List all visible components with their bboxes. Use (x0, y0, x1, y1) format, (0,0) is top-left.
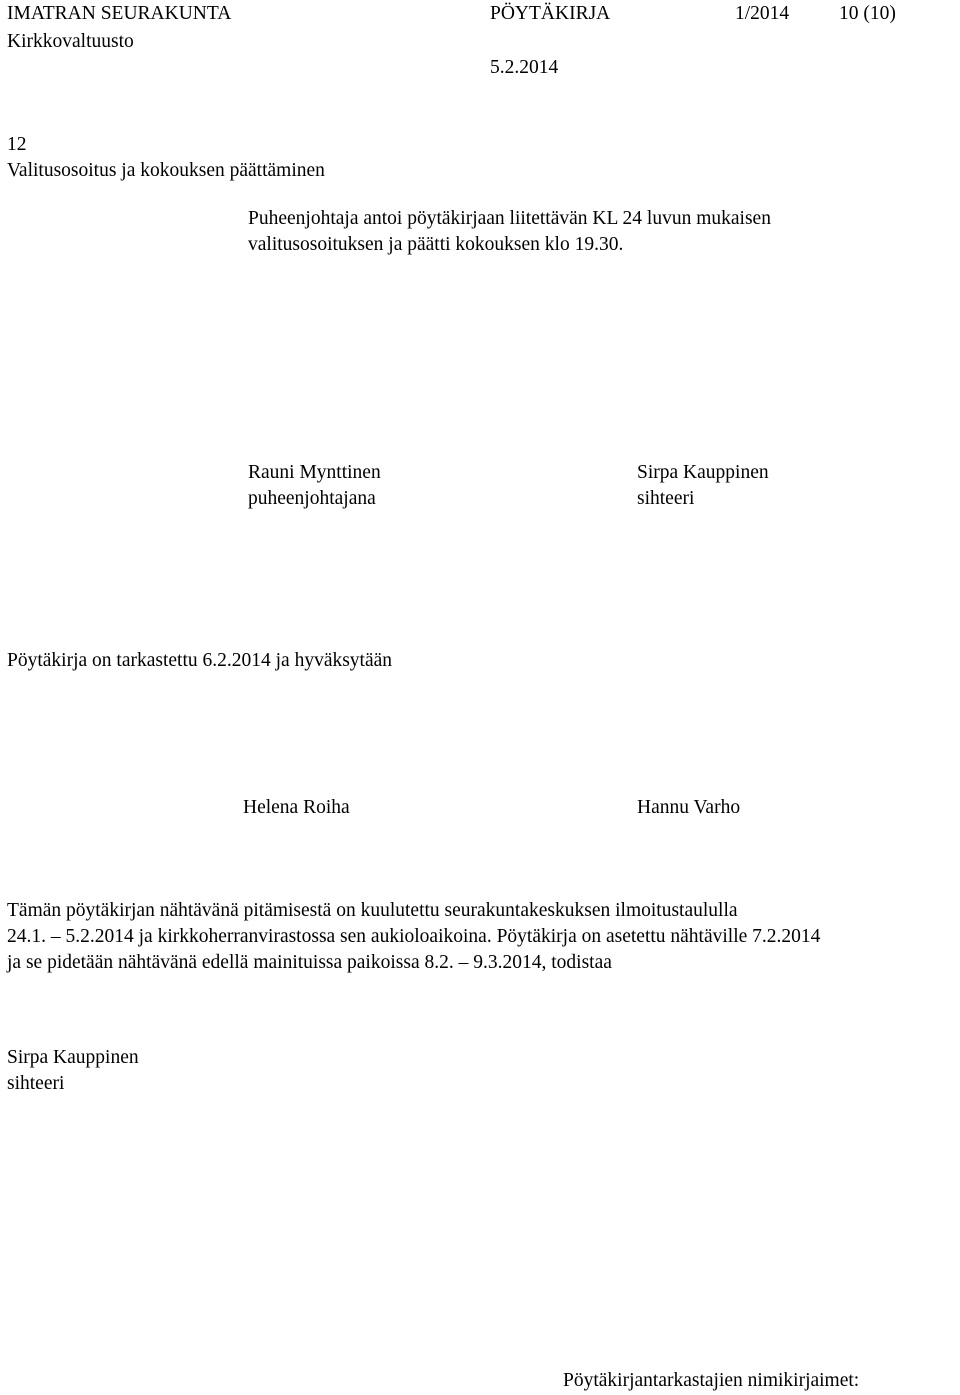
reviewer-initials-label: Pöytäkirjantarkastajien nimikirjaimet: (563, 1370, 860, 1391)
header-document-type: PÖYTÄKIRJA (490, 3, 611, 24)
header-date: 5.2.2014 (490, 57, 559, 78)
certifier-name: Sirpa Kauppinen (7, 1047, 139, 1068)
header-body: Kirkkovaltuusto (7, 31, 134, 52)
section-text-line-2: valitusosoituksen ja päätti kokouksen klo 19.30. (248, 234, 624, 255)
chair-name: Rauni Mynttinen (248, 462, 381, 483)
review-statement: Pöytäkirja on tarkastettu 6.2.2014 ja hyväksytään (7, 650, 393, 671)
secretary-name: Sirpa Kauppinen (637, 462, 769, 483)
header-organization: IMATRAN SEURAKUNTA (7, 3, 232, 24)
notice-line-2: 24.1. – 5.2.2014 ja kirkkoherranvirastossa sen aukioloaikoina. Pöytäkirja on asetettu nähtäville 7.2.2014 (7, 926, 821, 947)
section-text-line-1: Puheenjohtaja antoi pöytäkirjaan liitettävän KL 24 luvun mukaisen (248, 208, 771, 229)
chair-role: puheenjohtajana (248, 488, 376, 509)
section-number: 12 (7, 134, 27, 155)
notice-line-3: ja se pidetään nähtävänä edellä mainituissa paikoissa 8.2. – 9.3.2014, todistaa (7, 952, 612, 973)
header-meeting-number: 1/2014 (735, 3, 790, 24)
notice-line-1: Tämän pöytäkirjan nähtävänä pitämisestä on kuulutettu seurakuntakeskuksen ilmoitustaululla (7, 900, 738, 921)
section-title: Valitusosoitus ja kokouksen päättäminen (7, 160, 325, 181)
secretary-role: sihteeri (637, 488, 695, 509)
header-page-number: 10 (10) (839, 3, 896, 24)
certifier-role: sihteeri (7, 1073, 65, 1094)
reviewer-1-name: Helena Roiha (243, 797, 350, 818)
reviewer-2-name: Hannu Varho (637, 797, 741, 818)
